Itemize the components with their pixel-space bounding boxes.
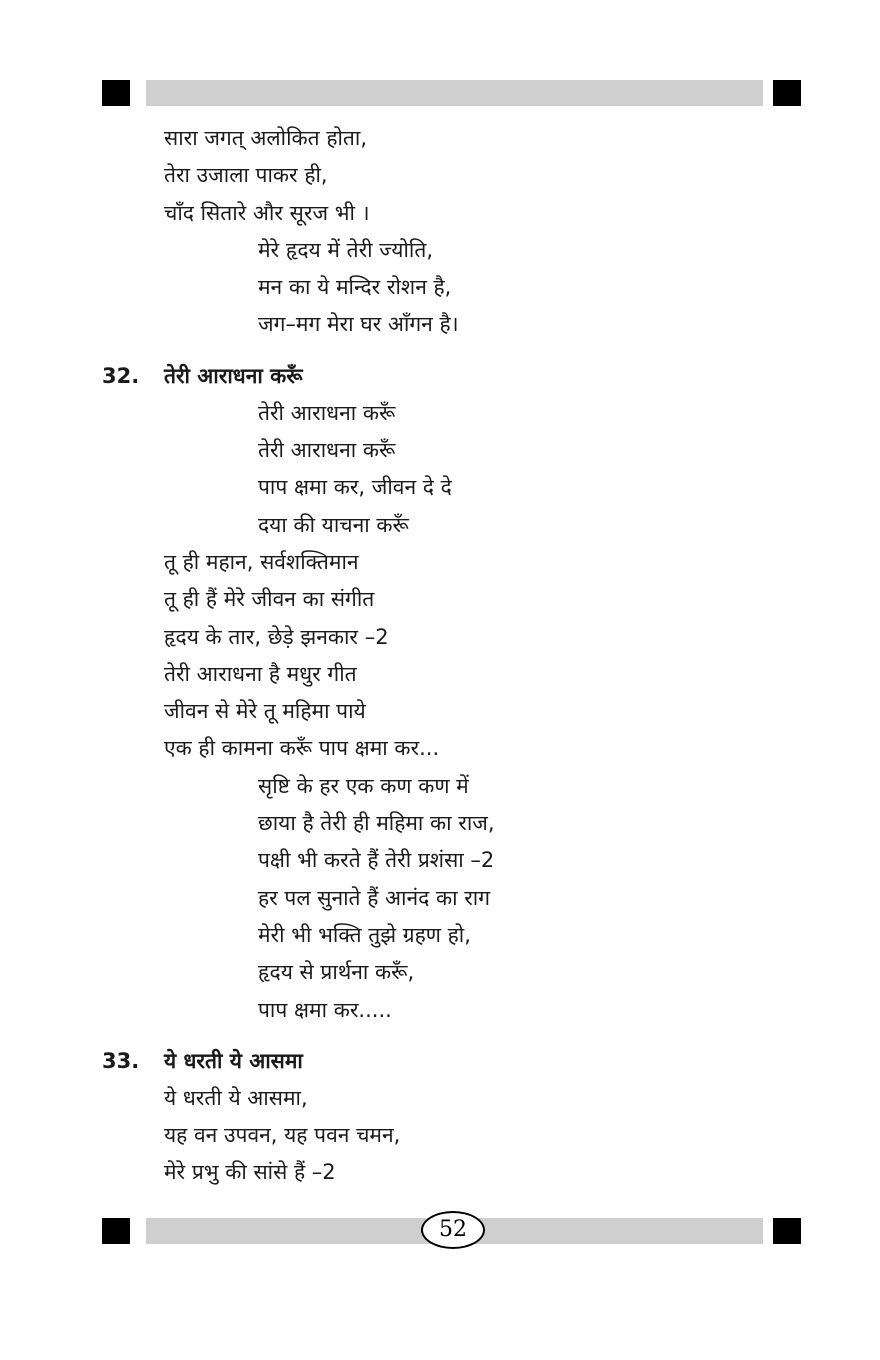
- song-number: 32.: [102, 363, 140, 388]
- song-line: हर पल सुनाते हैं आनंद का राग: [258, 885, 491, 910]
- song-line: पाप क्षमा कर.....: [258, 997, 392, 1022]
- song-line: सारा जगत् अलोकित होता,: [164, 126, 367, 150]
- song-line: तेरी आराधना करूँ: [258, 438, 396, 463]
- song-heading: [0, 1043, 880, 1080]
- song-title: तेरी आराधना करूँ: [164, 363, 303, 388]
- song-line: जग–मग मेरा घर आँगन है।: [258, 312, 459, 337]
- song-line: तेरी आराधना है मधुर गीत: [164, 661, 357, 686]
- song-text: [0, 120, 880, 1192]
- song-line: मेरी भी भक्ति तुझे ग्रहण हो,: [258, 922, 471, 947]
- song-line: तेरी आराधना करूँ: [258, 400, 396, 425]
- song-heading: [0, 358, 880, 395]
- song-line: दया की याचना करूँ: [258, 512, 409, 537]
- song-line: चाँद सितारे और सूरज भी ।: [164, 200, 370, 225]
- song-line: पक्षी भी करते हैं तेरी प्रशंसा –2: [258, 848, 495, 873]
- section-gap: [0, 344, 880, 358]
- song-line: मन का ये मन्दिर रोशन है,: [258, 275, 452, 300]
- song-line: पाप क्षमा कर, जीवन दे दे: [258, 475, 452, 500]
- song-line: एक ही कामना करूँ पाप क्षमा कर...: [164, 736, 440, 761]
- song-line: हृदय से प्रार्थना करूँ,: [258, 960, 415, 985]
- song-line: ये धरती ये आसमा,: [164, 1085, 308, 1110]
- page-number: 52: [421, 1211, 485, 1249]
- bottom-left-square: [102, 1218, 130, 1244]
- song-line: तू ही हैं मेरे जीवन का संगीत: [164, 587, 375, 612]
- song-number: 33.: [102, 1048, 140, 1073]
- song-line: जीवन से मेरे तू महिमा पाये: [164, 699, 366, 724]
- song-line: हृदय के तार, छेड़े झनकार –2: [164, 624, 389, 649]
- song-title: ये धरती ये आसमा: [164, 1048, 303, 1073]
- song-line: मेरे प्रभु की सांसे हैं –2: [164, 1160, 336, 1185]
- song-line: सृष्टि के हर एक कण कण में: [258, 773, 469, 798]
- top-left-square: [102, 80, 130, 106]
- song-line: तेरा उजाला पाकर ही,: [164, 163, 328, 188]
- section-gap: [0, 1029, 880, 1043]
- song-line: छाया है तेरी ही महिमा का राज,: [258, 811, 495, 836]
- song-line: तू ही महान, सर्वशक्तिमान: [164, 549, 359, 574]
- song-line: मेरे हृदय में तेरी ज्योति,: [258, 237, 433, 262]
- song-line: यह वन उपवन, यह पवन चमन,: [164, 1123, 401, 1148]
- top-header-bar: [146, 80, 763, 106]
- bottom-right-square: [773, 1218, 801, 1244]
- top-right-square: [773, 80, 801, 106]
